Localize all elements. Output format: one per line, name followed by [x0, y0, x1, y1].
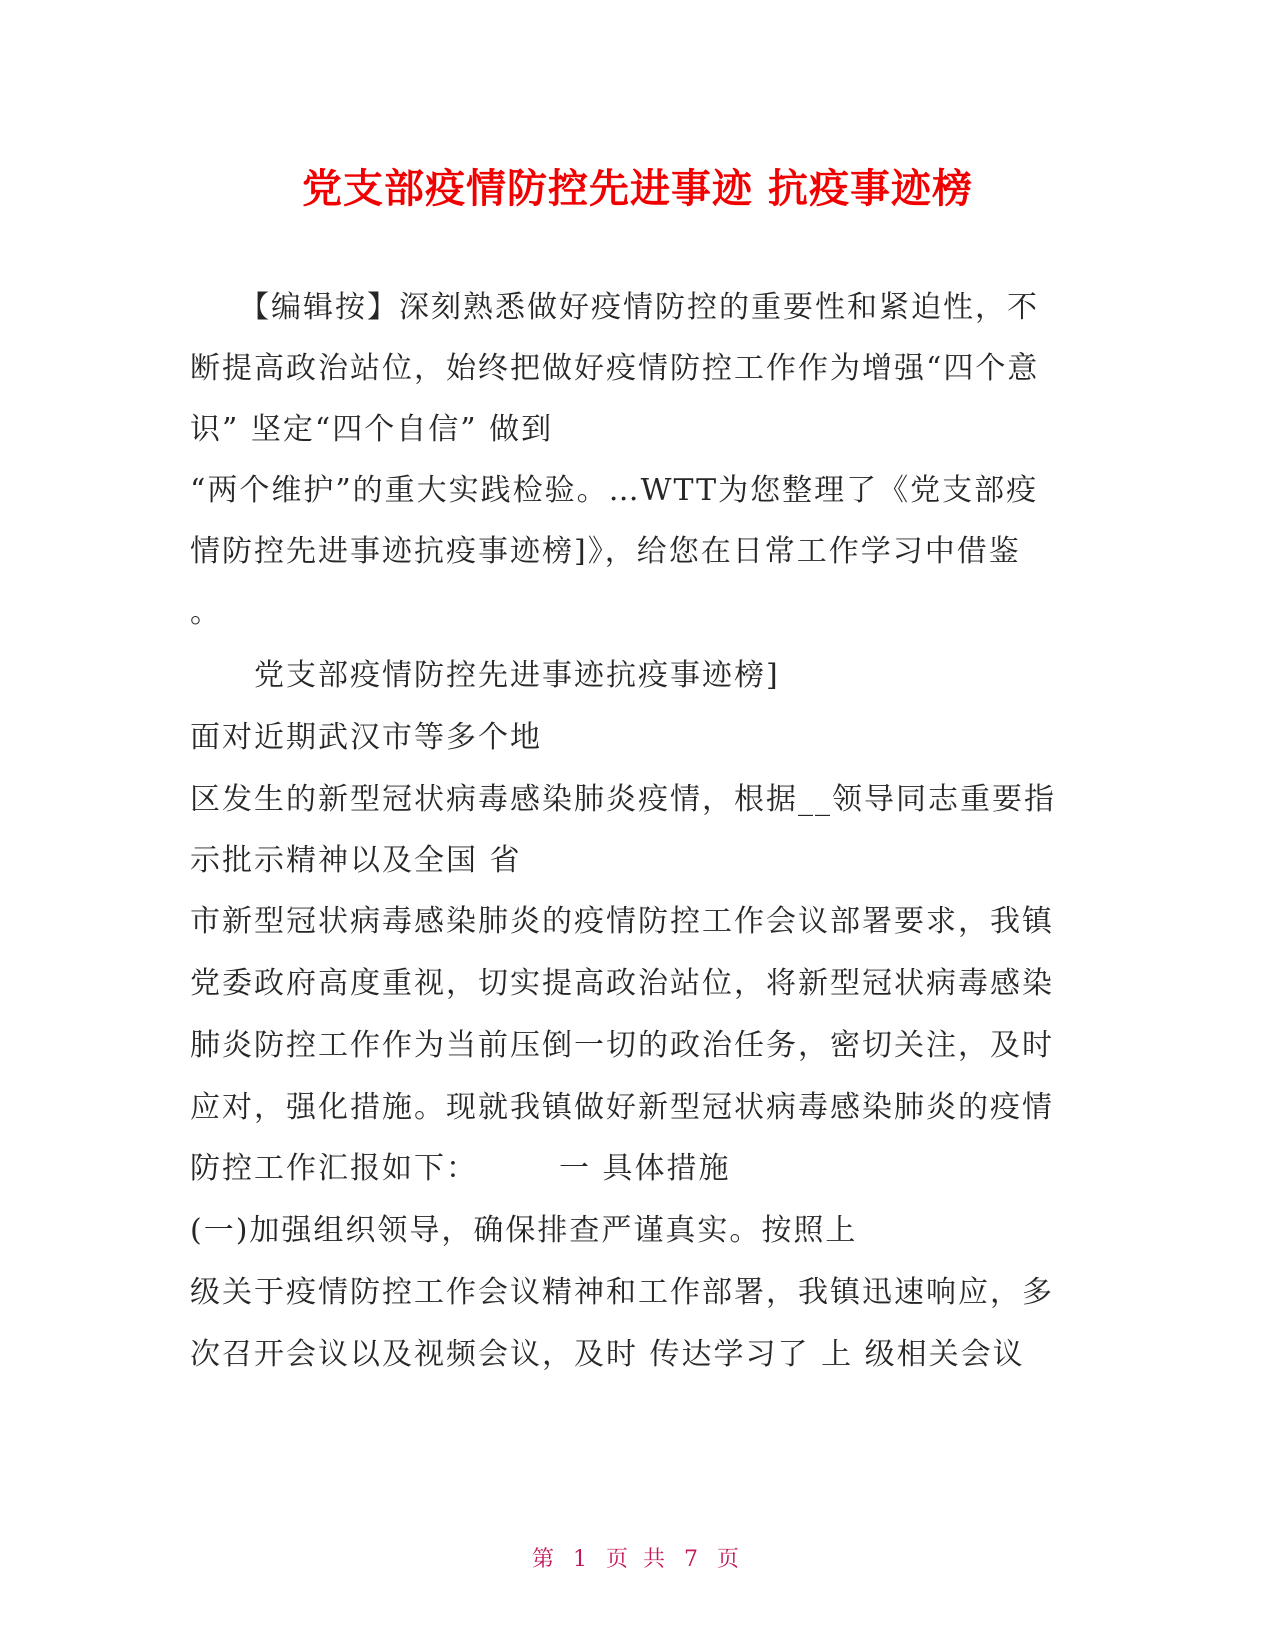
body-line: (一)加强组织领导，确保排查严谨真实。按照上: [190, 1213, 858, 1248]
body-line: 面对近期武汉市等多个地: [190, 720, 542, 755]
body-line: 识” 坚定“四个自信” 做到: [190, 412, 554, 447]
body-line: 肺炎防控工作作为当前压倒一切的政治任务，密切关注，及时: [190, 1028, 1054, 1063]
body-line: 次召开会议以及视频会议，及时 传达学习了 上 级相关会议: [190, 1337, 1025, 1372]
total-page-number: 7: [684, 1547, 702, 1572]
footer-suffix: 页: [717, 1547, 744, 1572]
footer-prefix: 第: [531, 1547, 558, 1572]
body-line: “两个维护”的重大实践检验。…WTT为您整理了《党支部疫: [190, 473, 1039, 508]
body-line: 级关于疫情防控工作会议精神和工作部署，我镇迅速响应，多: [190, 1275, 1054, 1310]
current-page-number: 1: [573, 1547, 591, 1572]
body-line: 。: [190, 595, 222, 630]
body-line: 情防控先进事迹抗疫事迹榜]》，给您在日常工作学习中借鉴: [190, 534, 1021, 569]
body-line: 防控工作汇报如下： 一 具体措施: [190, 1151, 731, 1186]
page-number-footer: [0, 1542, 1275, 1573]
body-line: 党委政府高度重视，切实提高政治站位，将新型冠状病毒感染: [190, 966, 1054, 1001]
body-line: 应对，强化措施。现就我镇做好新型冠状病毒感染肺炎的疫情: [190, 1090, 1054, 1125]
footer-mid: 页 共: [606, 1547, 669, 1572]
body-line: 党支部疫情防控先进事迹抗疫事迹榜]: [190, 658, 780, 693]
body-line: 示批示精神以及全国 省: [190, 843, 522, 878]
body-line: 区发生的新型冠状病毒感染肺炎疫情，根据__领导同志重要指: [190, 782, 1056, 817]
body-line: 断提高政治站位，始终把做好疫情防控工作作为增强“四个意: [190, 351, 1040, 386]
document-title: 党支部疫情防控先进事迹 抗疫事迹榜: [302, 166, 973, 212]
body-line: 【编辑按】深刻熟悉做好疫情防控的重要性和紧迫性，不: [190, 290, 1039, 325]
body-line: 市新型冠状病毒感染肺炎的疫情防控工作会议部署要求，我镇: [190, 904, 1054, 939]
